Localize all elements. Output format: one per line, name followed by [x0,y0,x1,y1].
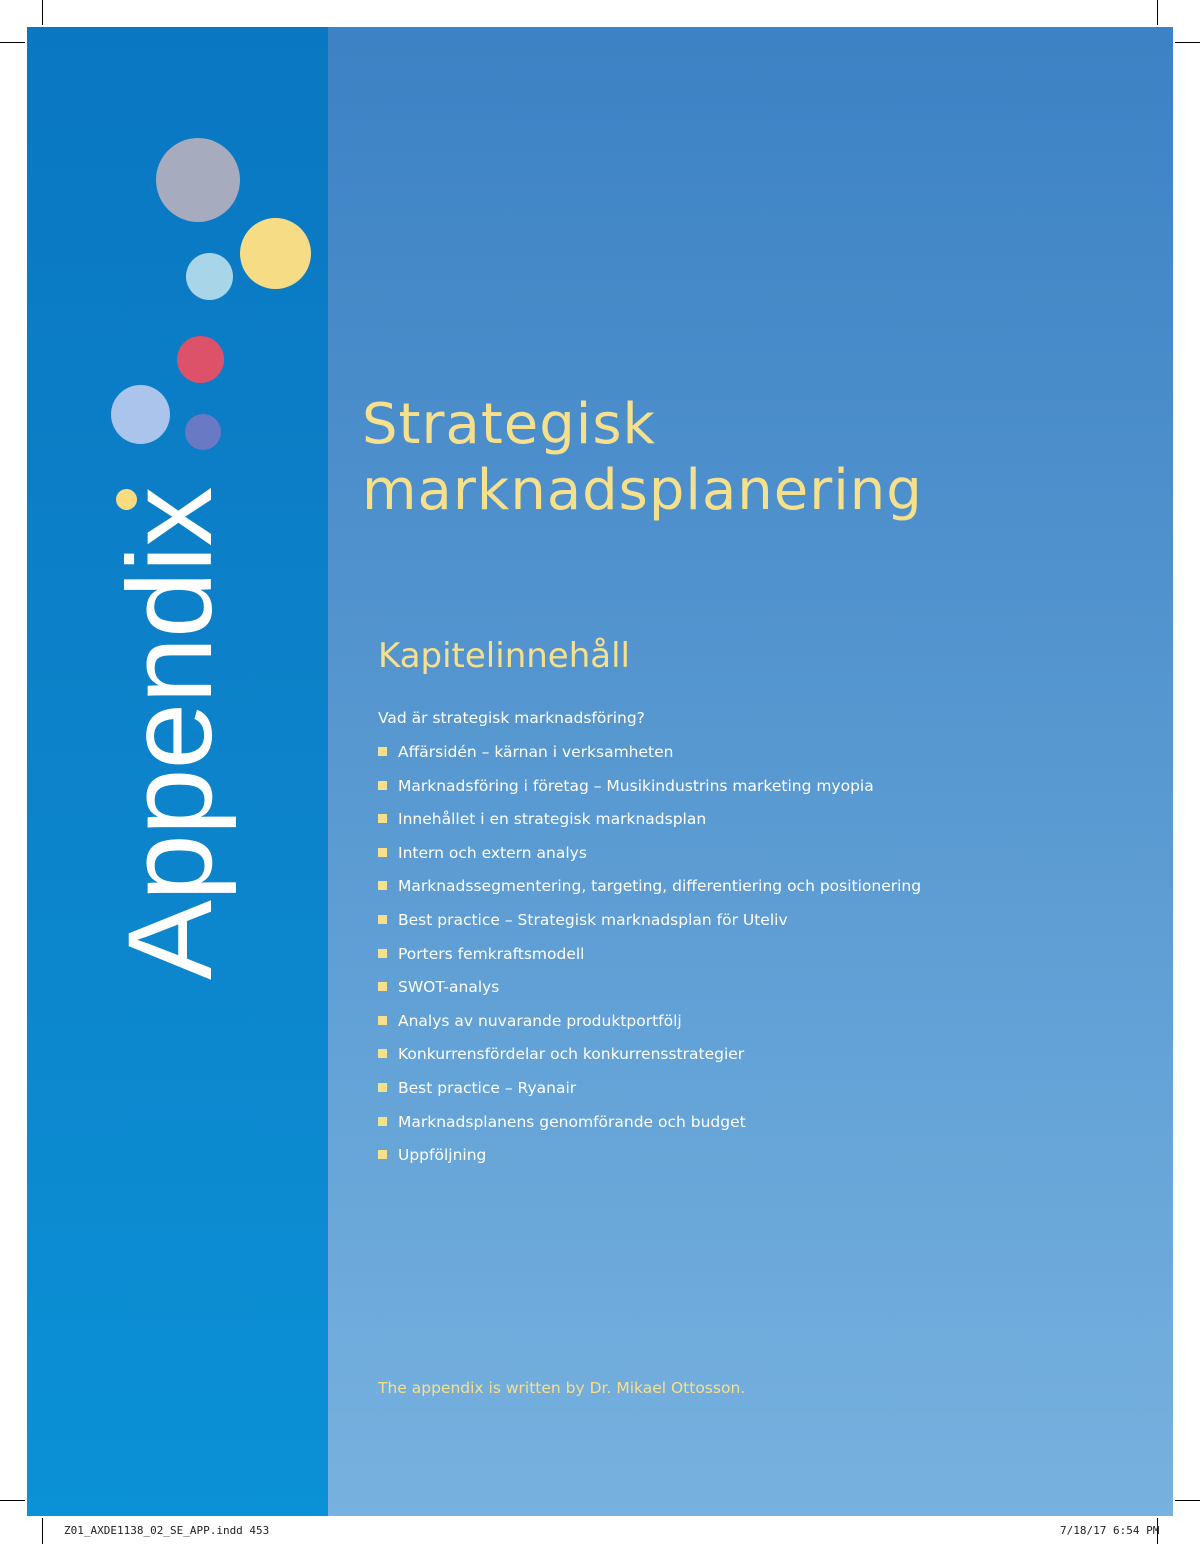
square-bullet-icon [378,848,387,857]
print-slug-file: Z01_AXDE1138_02_SE_APP.indd 453 [64,1524,270,1537]
crop-mark [42,0,43,25]
square-bullet-icon [378,814,387,823]
decorative-circle-gray [156,138,240,222]
list-item [378,1110,921,1144]
list-item [378,841,921,875]
page-title [362,392,923,524]
list-item [378,740,921,774]
crop-mark [0,42,25,43]
vertical-appendix-label: Appendix [103,487,237,980]
list-item [378,1042,921,1076]
square-bullet-icon [378,915,387,924]
square-bullet-icon [378,982,387,991]
decorative-circle-indigo [185,414,221,450]
print-slug-timestamp: 7/18/17 6:54 PM [1060,1524,1160,1537]
list-item [378,807,921,841]
square-bullet-icon [378,881,387,890]
square-bullet-icon [378,781,387,790]
list-item-text: Analys av nuvarande produktportfölj [398,1011,682,1030]
square-bullet-icon [378,1016,387,1025]
square-bullet-icon [378,1117,387,1126]
list-item-text: Uppföljning [398,1146,487,1165]
decorative-circle-light-blue [186,253,233,300]
crop-mark [1175,42,1200,43]
list-item [378,942,921,976]
list-item [378,774,921,808]
contents-intro: Vad är strategisk marknadsföring? [378,709,645,727]
chapter-contents-heading: Kapitelinnehåll [378,636,630,676]
list-item-text: Best practice – Ryanair [398,1078,577,1097]
author-credit: The appendix is written by Dr. Mikael Ottosson. [378,1379,746,1397]
list-item [378,1143,921,1177]
list-item-text: Intern och extern analys [398,843,587,862]
crop-mark [1157,0,1158,25]
list-item-text: SWOT-analys [398,978,500,997]
square-bullet-icon [378,1150,387,1159]
square-bullet-icon [378,1083,387,1092]
page-title-line-1: Strategisk [362,392,656,457]
list-item-text: Marknadssegmentering, targeting, differentiering och positionering [398,877,922,896]
list-item [378,975,921,1009]
list-item-text: Porters femkraftsmodell [398,944,585,963]
list-item [378,908,921,942]
list-item-text: Marknadsplanens genomförande och budget [398,1112,746,1131]
crop-mark [42,1518,43,1544]
decorative-circle-yellow-large [240,218,311,289]
list-item-text: Marknadsföring i företag – Musikindustrins marketing myopia [398,776,874,795]
page-title-line-2: marknadsplanering [362,458,923,523]
square-bullet-icon [378,949,387,958]
decorative-circle-periwinkle [111,385,170,444]
contents-list [378,740,921,1177]
list-item [378,874,921,908]
list-item [378,1076,921,1110]
decorative-circle-red [177,336,224,383]
list-item-text: Affärsidén – kärnan i verksamheten [398,743,674,761]
square-bullet-icon [378,1049,387,1058]
list-item-text: Innehållet i en strategisk marknadsplan [398,810,707,829]
square-bullet-icon [378,747,387,756]
list-item-text: Best practice – Strategisk marknadsplan för Uteliv [398,910,788,929]
list-item [378,1009,921,1043]
crop-mark [1175,1500,1200,1501]
list-item-text: Konkurrensfördelar och konkurrensstrategier [398,1045,745,1064]
crop-mark [0,1500,25,1501]
